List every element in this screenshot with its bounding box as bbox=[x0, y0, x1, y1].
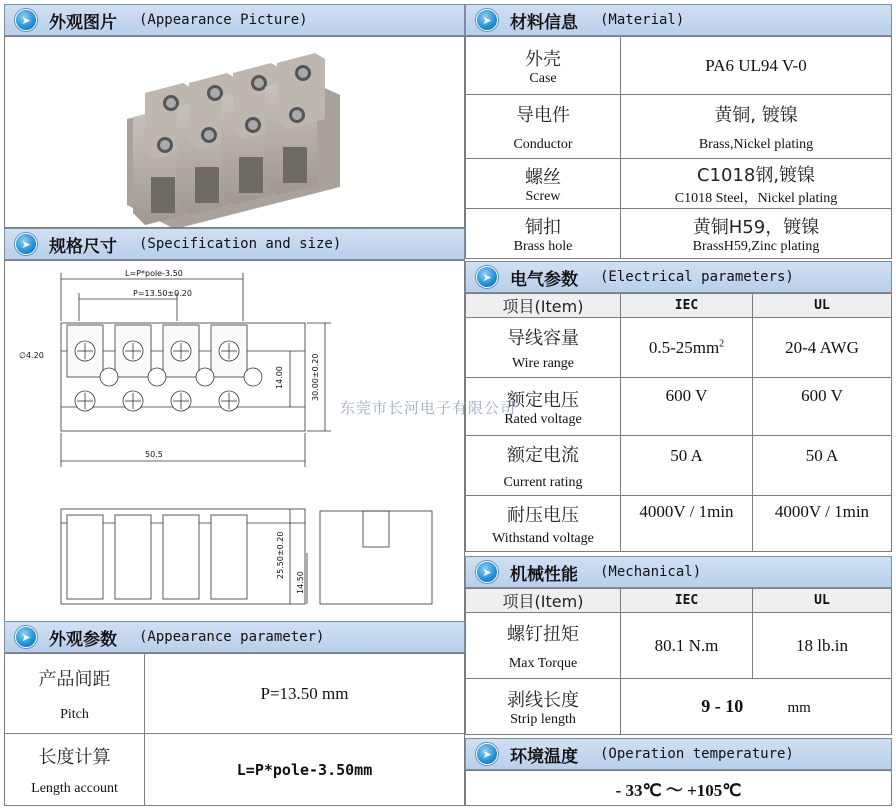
ul-value: 4000V / 1min bbox=[753, 496, 892, 552]
section-subtitle: (Appearance Picture) bbox=[139, 12, 308, 28]
material-row-conductor bbox=[466, 95, 892, 159]
row-value-zh: C1018钢,镀镍 bbox=[696, 164, 816, 186]
material-row-case bbox=[466, 37, 892, 95]
strip-unit: mm bbox=[787, 700, 811, 716]
dim-30-label: 30.00±0.20 bbox=[311, 353, 320, 401]
row-en: Withstand voltage bbox=[492, 530, 594, 546]
head-iec: IEC bbox=[621, 294, 753, 318]
iec-superscript: 2 bbox=[719, 337, 725, 349]
arrow-icon: ➤ bbox=[15, 9, 37, 31]
length-row bbox=[5, 734, 465, 806]
row-value-zh: 黄铜H59，镀镍 bbox=[692, 216, 820, 238]
section-subtitle: (Specification and size) bbox=[139, 236, 342, 252]
appearance-picture-header bbox=[4, 4, 465, 36]
head-item: 项目(Item) bbox=[466, 294, 621, 318]
row-en: Wire range bbox=[511, 355, 574, 371]
watermark-text: 东莞市长河电子有限公司 bbox=[340, 399, 517, 417]
material-row-screw bbox=[466, 159, 892, 209]
dim-P-label: P=13.50±0.20 bbox=[133, 289, 192, 298]
arrow-icon: ➤ bbox=[476, 561, 498, 583]
section-subtitle: (Material) bbox=[600, 12, 685, 28]
section-subtitle: (Appearance parameter) bbox=[139, 629, 325, 645]
electrical-head-row bbox=[466, 294, 892, 318]
strip-value: 9 - 10 bbox=[701, 696, 744, 716]
row-en: Brass hole bbox=[513, 238, 573, 254]
rated-voltage-row bbox=[466, 378, 892, 436]
section-title: 外观图片 bbox=[49, 12, 117, 33]
row-value: PA6 UL94 V-0 bbox=[621, 37, 892, 95]
row-value-en: C1018 Steel，Nickel plating bbox=[674, 190, 838, 206]
row-value-zh: 黄铜, 镀镍 bbox=[714, 104, 798, 126]
row-en: Conductor bbox=[513, 136, 573, 152]
section-subtitle: (Electrical parameters) bbox=[600, 269, 794, 285]
row-en: Max Torque bbox=[508, 655, 578, 671]
dim-L-label: L=P*pole-3.50 bbox=[125, 269, 183, 278]
terminal-block-photo bbox=[5, 37, 464, 227]
dim-width-label: 50.5 bbox=[145, 450, 163, 459]
mechanical-header bbox=[465, 556, 892, 588]
ul-value: 50 A bbox=[753, 436, 892, 496]
dim-1450-label: 14.50 bbox=[296, 571, 305, 594]
arrow-icon: ➤ bbox=[476, 743, 498, 765]
spec-header bbox=[4, 228, 465, 260]
row-value-en: BrassH59,Zinc plating bbox=[692, 238, 820, 254]
iec-value: 80.1 N.m bbox=[621, 613, 753, 679]
length-value: L=P*pole-3.50mm bbox=[145, 734, 465, 806]
side-slots bbox=[67, 515, 247, 599]
row-zh: 外壳 bbox=[525, 48, 561, 70]
section-title: 机械性能 bbox=[510, 564, 578, 585]
dimension-drawing-panel bbox=[4, 260, 465, 622]
section-title: 规格尺寸 bbox=[49, 236, 117, 257]
head-iec: IEC bbox=[621, 589, 753, 613]
dim-hole-label: ∅4.20 bbox=[19, 351, 44, 360]
iec-value: 4000V / 1min bbox=[621, 496, 753, 552]
length-en: Length account bbox=[31, 780, 118, 796]
row-value-en: Brass,Nickel plating bbox=[698, 136, 814, 152]
head-item: 项目(Item) bbox=[466, 589, 621, 613]
row-en: Rated voltage bbox=[504, 411, 582, 427]
head-ul: UL bbox=[753, 294, 892, 318]
dim-2550-label: 25.50±0.20 bbox=[276, 531, 285, 579]
dimension-drawing bbox=[5, 261, 464, 621]
material-row-brass bbox=[466, 209, 892, 259]
section-title: 外观参数 bbox=[49, 629, 117, 650]
section-title: 环境温度 bbox=[510, 746, 578, 767]
row-zh: 导线容量 bbox=[507, 327, 579, 349]
arrow-icon: ➤ bbox=[476, 266, 498, 288]
ul-value: 18 lb.in bbox=[753, 613, 892, 679]
row-en: Current rating bbox=[503, 474, 583, 490]
withstand-voltage-row bbox=[466, 496, 892, 552]
section-subtitle: (Operation temperature) bbox=[600, 746, 794, 762]
terminal-poles bbox=[133, 53, 325, 225]
iec-value: 0.5-25mm bbox=[648, 337, 720, 357]
row-zh: 螺丝 bbox=[525, 166, 561, 188]
wire-range-row bbox=[466, 318, 892, 378]
product-photo-panel bbox=[4, 36, 465, 228]
dim-14-label: 14.00 bbox=[275, 366, 284, 389]
electrical-header bbox=[465, 261, 892, 293]
appearance-param-header bbox=[4, 621, 465, 653]
head-ul: UL bbox=[753, 589, 892, 613]
row-zh: 额定电流 bbox=[507, 444, 579, 466]
torque-row bbox=[466, 613, 892, 679]
arrow-icon: ➤ bbox=[476, 9, 498, 31]
material-header bbox=[465, 4, 892, 36]
row-zh: 耐压电压 bbox=[507, 504, 579, 526]
pitch-zh: 产品间距 bbox=[38, 668, 111, 690]
row-en: Strip length bbox=[510, 711, 576, 727]
temperature-header bbox=[465, 738, 892, 770]
mechanical-table bbox=[465, 588, 892, 735]
row-zh: 剥线长度 bbox=[507, 689, 579, 711]
arrow-icon: ➤ bbox=[15, 233, 37, 255]
temperature-value: - 33℃ ～ +105℃ bbox=[465, 770, 892, 806]
section-subtitle: (Mechanical) bbox=[600, 564, 702, 580]
row-zh: 螺钉扭矩 bbox=[507, 623, 579, 645]
section-title: 电气参数 bbox=[510, 269, 578, 290]
iec-value: 50 A bbox=[621, 436, 753, 496]
length-zh: 长度计算 bbox=[38, 746, 111, 768]
pitch-en: Pitch bbox=[60, 706, 89, 722]
row-zh: 导电件 bbox=[516, 104, 570, 126]
row-en: Screw bbox=[525, 188, 561, 204]
appearance-param-table bbox=[4, 653, 465, 806]
row-zh: 铜扣 bbox=[525, 216, 561, 238]
ul-value: 600 V bbox=[753, 378, 892, 436]
row-zh: 额定电压 bbox=[507, 389, 579, 411]
row-en: Case bbox=[529, 70, 557, 86]
ul-value: 20-4 AWG bbox=[753, 318, 892, 378]
section-title: 材料信息 bbox=[510, 12, 578, 33]
pitch-row bbox=[5, 654, 465, 734]
electrical-table bbox=[465, 293, 892, 552]
pitch-value: P=13.50 mm bbox=[145, 654, 465, 734]
current-rating-row bbox=[466, 436, 892, 496]
arrow-icon: ➤ bbox=[15, 626, 37, 648]
strip-length-row bbox=[466, 679, 892, 735]
material-table bbox=[465, 36, 892, 259]
mechanical-head-row bbox=[466, 589, 892, 613]
iec-value: 600 V bbox=[621, 378, 753, 436]
